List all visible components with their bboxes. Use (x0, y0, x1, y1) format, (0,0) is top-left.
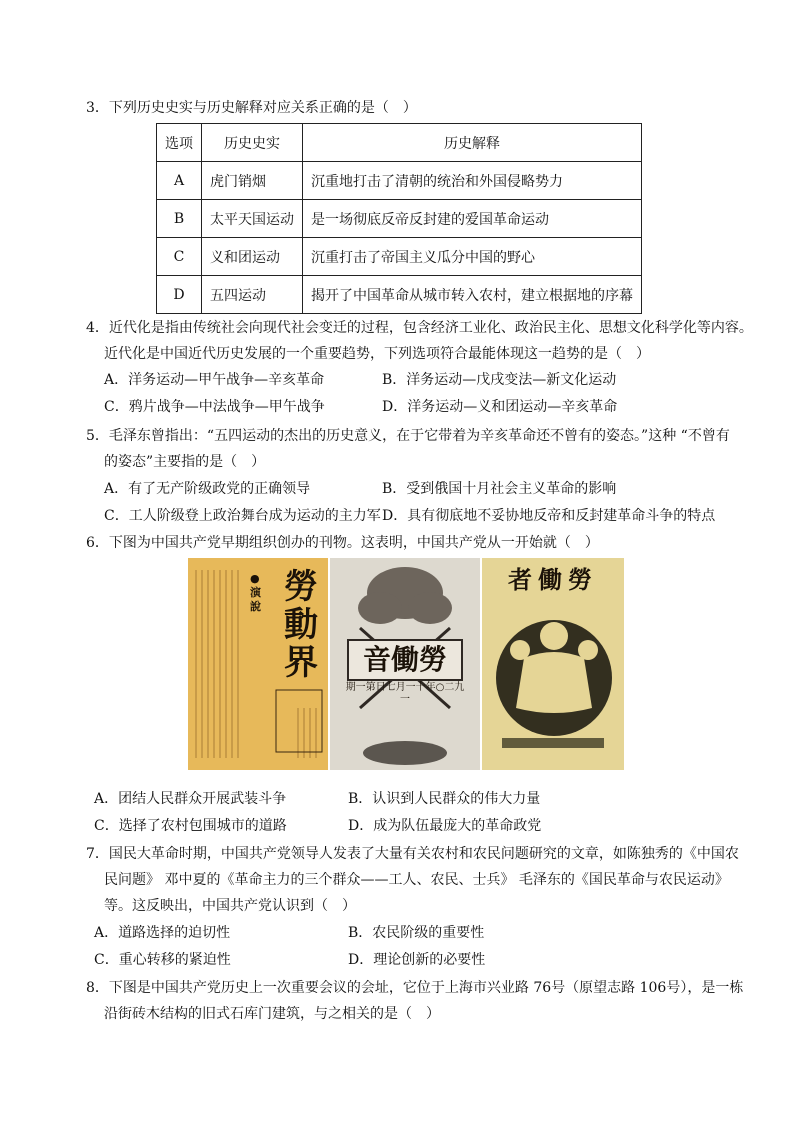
q7-option-d[interactable]: D．理论创新的必要性 (348, 952, 486, 968)
q5-stem-line1: 5．毛泽东曾指出：“五四运动的杰出的历史意义，在于它带着为辛亥革命还不曾有的姿态。”这种 “不曾有 (86, 428, 730, 444)
table-header-row (157, 124, 642, 162)
table-row (157, 162, 642, 200)
q8-stem-line2: 沿街砖木结构的旧式石库门建筑，与之相关的是（ ） (104, 1006, 440, 1022)
q7-option-b[interactable]: B．农民阶级的重要性 (348, 925, 485, 941)
q7-option-a[interactable]: A．道路选择的迫切性 (94, 925, 231, 941)
q7-option-c[interactable]: C．重心转移的紧迫性 (94, 952, 231, 968)
table-cell: 揭开了中国革命从城市转入农村，建立根据地的序幕 (303, 276, 642, 314)
table-cell: 五四运动 (202, 276, 303, 314)
table-header: 历史史实 (202, 124, 303, 162)
q7-stem-line2: 民问题》 邓中夏的《革命主力的三个群众——工人、农民、士兵》 毛泽东的《国民革命与农民运动》 (104, 872, 729, 888)
table-row (157, 200, 642, 238)
table-row (157, 238, 642, 276)
q8-stem-line1: 8．下图是中国共产党历史上一次重要会议的会址，它位于上海市兴业路 76号（原望志路 106号），是一栋 (86, 980, 744, 996)
q3-table (156, 123, 642, 314)
table-cell: C (157, 238, 202, 276)
magazine-image-laodongjie (188, 558, 328, 770)
magazine-column-label: ●演說 (250, 572, 261, 613)
q4-stem-line1: 4．近代化是指由传统社会向现代社会变迁的过程，包含经济工业化、政治民主化、思想文化科学化等内容。 (86, 320, 753, 336)
table-cell: 义和团运动 (202, 238, 303, 276)
table-cell: 太平天国运动 (202, 200, 303, 238)
q6-option-c[interactable]: C．选择了农村包围城市的道路 (94, 818, 287, 834)
q5-option-b[interactable]: B．受到俄国十月社会主义革命的影响 (382, 481, 617, 497)
q3-stem: 3．下列历史史实与历史解释对应关系正确的是（ ） (86, 100, 417, 116)
q5-stem-line2: 的姿态”主要指的是（ ） (104, 454, 266, 470)
table-cell: 是一场彻底反帝反封建的爱国革命运动 (303, 200, 642, 238)
table-row (157, 276, 642, 314)
q6-stem: 6．下图为中国共产党早期组织创办的刊物。这表明，中国共产党从一开始就（ ） (86, 535, 599, 551)
table-header: 历史解释 (303, 124, 642, 162)
q5-option-a[interactable]: A．有了无产阶级政党的正确领导 (104, 481, 311, 497)
magazine-image-laodongzhe (482, 558, 624, 770)
q4-option-c[interactable]: C．鸦片战争—中法战争—甲午战争 (104, 399, 325, 415)
table-cell: 沉重打击了帝国主义瓜分中国的野心 (303, 238, 642, 276)
q6-option-b[interactable]: B．认识到人民群众的伟大力量 (348, 791, 541, 807)
q4-stem-line2: 近代化是中国近代历史发展的一个重要趋势，下列选项符合最能体现这一趋势的是（ ） (104, 346, 650, 362)
q5-option-d[interactable]: D．具有彻底地不妥协地反帝和反封建革命斗争的特点 (382, 508, 716, 524)
table-cell: A (157, 162, 202, 200)
table-header: 选项 (157, 124, 202, 162)
magazine-issue-line: 期一第日七月一十年○二九一 (345, 682, 465, 705)
table-cell: B (157, 200, 202, 238)
q7-stem-line3: 等。这反映出，中国共产党认识到（ ） (104, 898, 356, 914)
q6-option-d[interactable]: D．成为队伍最庞大的革命政党 (348, 818, 542, 834)
table-cell: 沉重地打击了清朝的统治和外国侵略势力 (303, 162, 642, 200)
magazine-title: 音働勞 (362, 643, 447, 676)
table-cell: D (157, 276, 202, 314)
q7-stem-line1: 7．国民大革命时期，中国共产党领导人发表了大量有关农村和农民问题研究的文章，如陈独秀的《中国农 (86, 846, 739, 862)
q5-option-c[interactable]: C．工人阶级登上政治舞台成为运动的主力军 (104, 508, 381, 524)
table-cell: 虎门销烟 (202, 162, 303, 200)
q6-option-a[interactable]: A．团结人民群众开展武装斗争 (94, 791, 287, 807)
q4-option-d[interactable]: D．洋务运动—义和团运动—辛亥革命 (382, 399, 618, 415)
magazine-title: 者働勞 (508, 565, 598, 594)
magazine-image-laodongyin (330, 558, 480, 770)
magazine-title: 勞動界 (284, 567, 318, 683)
q4-option-b[interactable]: B．洋务运动—戊戌变法—新文化运动 (382, 372, 617, 388)
q4-option-a[interactable]: A．洋务运动—甲午战争—辛亥革命 (104, 372, 325, 388)
